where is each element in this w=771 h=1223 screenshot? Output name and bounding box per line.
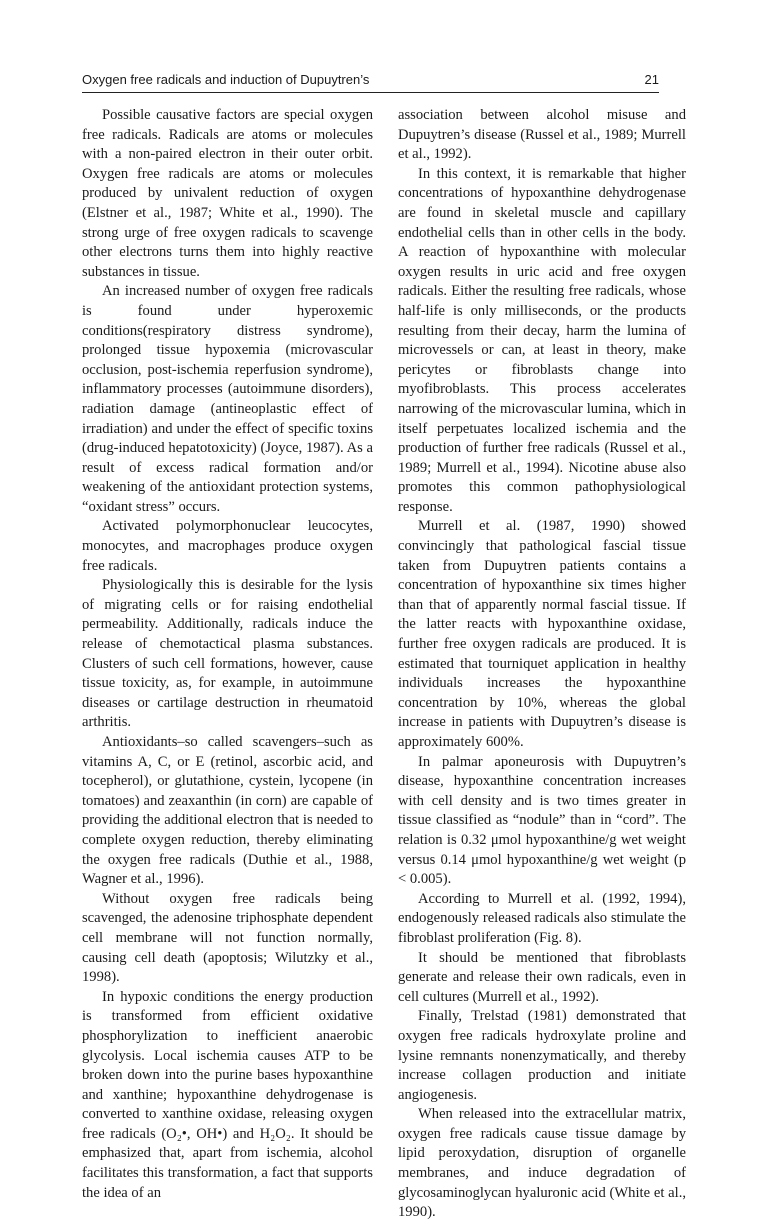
header-rule	[82, 92, 659, 93]
paragraph: Murrell et al. (1987, 1990) showed convincingly that pathological fascial tissue taken from Dupuytren patients contains a concentration of hypoxanthine six times higher than that of apparently normal fascial tissue. If the latter reacts with hypoxanthine oxidase, further free oxygen radicals are produced. It is estimated that tourniquet application in healthy individuals increases the hypoxanthine concentration by 10%, whereas the global increase in patients with Dupuytren’s disease is approximately 600%.	[398, 518, 686, 750]
running-head: Oxygen free radicals and induction of Dupuytren’s	[82, 72, 370, 87]
paragraph: In hypoxic conditions the energy production is transformed from efficient oxidative phosphorylization to inefficient anaerobic glycolysis. Local ischemia causes ATP to be broken down into the purine bases hypoxanthine and xanthine; hypoxanthine dehydrogenase is converted to xanthine oxidase, releasing oxygen free radicals (O₂•, OH•) and H₂O₂. It should be emphasized that, apart from ischemia, alcohol facilitates this transformation, a fact that supports the idea of an	[82, 988, 373, 1201]
page-number: 21	[644, 72, 659, 87]
paragraph: According to Murrell et al. (1992, 1994), endogenously released radicals also stimulate the fibroblast proliferation (Fig. 8).	[398, 890, 686, 946]
left-column	[82, 106, 373, 1203]
paragraph: It should be mentioned that fibroblasts generate and release their own radicals, even in cell cultures (Murrell et al., 1992).	[398, 949, 686, 1005]
paragraph: Activated polymorphonuclear leucocytes, monocytes, and macrophages produce oxygen free radicals.	[82, 518, 373, 574]
paragraph: Without oxygen free radicals being scavenged, the adenosine triphosphate dependent cell membrane will not function normally, causing cell death (apoptosis; Wilutzky et al., 1998).	[82, 890, 373, 986]
paragraph: In palmar aponeurosis with Dupuytren’s disease, hypoxanthine concentration increases with cell density and is two times greater in tissue classified as “nodule” than in “cord”. The relation is 0.32 μmol hypoxanthine/g wet weight versus 0.14 μmol hypoxanthine/g wet weight (p < 0.005).	[398, 753, 686, 888]
paragraph: Antioxidants–so called scavengers–such as vitamins A, C, or E (retinol, ascorbic acid, and tocepherol), or glutathione, cystein, lycopene (in tomatoes) and zeaxanthin (in corn) are capable of providing the additional electron that is needed to complete oxygen reduction, thereby eliminating the oxygen free radicals (Duthie et al., 1988, Wagner et al., 1996).	[82, 734, 373, 888]
paragraph: In this context, it is remarkable that higher concentrations of hypoxanthine dehydrogenase are found in skeletal muscle and capillary endothelial cells than in other cells in the body. A reaction of hypoxanthine with molecular oxygen results in uric acid and free oxygen radicals. Either the resulting free radicals, whose half-life is only milliseconds, or the products resulting from their decay, harm the lumina of microvessels or can, at least in theory, make pericytes or fibroblasts change into myofibroblasts. This process accelerates narrowing of the microvascular lumina, which in itself perpetuates localized ischemia and the production of further free radicals (Russel et al., 1989; Murrell et al., 1994). Nicotine abuse also promotes this common pathophysiological response.	[398, 165, 686, 515]
right-column	[398, 106, 686, 1223]
paragraph: association between alcohol misuse and Dupuytren’s disease (Russel et al., 1989; Murrell et al., 1992).	[398, 107, 686, 163]
paragraph: Possible causative factors are special oxygen free radicals. Radicals are atoms or molecules with a non-paired electron in their outer orbit. Oxygen free radicals are atoms or molecules produced by univalent reduction of oxygen (Elstner et al., 1987; White et al., 1990). The strong urge of free oxygen radicals to scavenge other electrons turns them into highly reactive substances in tissue.	[82, 107, 373, 280]
paragraph: An increased number of oxygen free radicals is found under hyperoxemic conditions(respiratory distress syndrome), prolonged tissue hypoxemia (microvascular occlusion, post-ischemia reperfusion syndrome), inflammatory processes (autoimmune disorders), radiation damage (antineoplastic effect of irradiation) and under the effect of specific toxins (drug-induced hepatotoxicity) (Joyce, 1987). As a result of excess radical formation and/or weakening of the antioxidant protection systems, “oxidant stress” occurs.	[82, 283, 373, 515]
paragraph: Finally, Trelstad (1981) demonstrated that oxygen free radicals hydroxylate proline and lysine remnants nonenzymatically, and thereby increase collagen production and initiate angiogenesis.	[398, 1008, 686, 1103]
paragraph: Physiologically this is desirable for the lysis of migrating cells or for raising endothelial permeability. Additionally, radicals induce the release of chemotactical plasma substances. Clusters of such cell formations, however, cause tissue toxicity, as, for example, in autoimmune diseases or cartilage destruction in rheumatoid arthritis.	[82, 577, 373, 731]
paragraph: When released into the extracellular matrix, oxygen free radicals cause tissue damage by lipid peroxydation, disruption of organelle membranes, and induce degradation of glycosaminoglycan hyaluronic acid (White et al., 1990).	[398, 1106, 686, 1221]
